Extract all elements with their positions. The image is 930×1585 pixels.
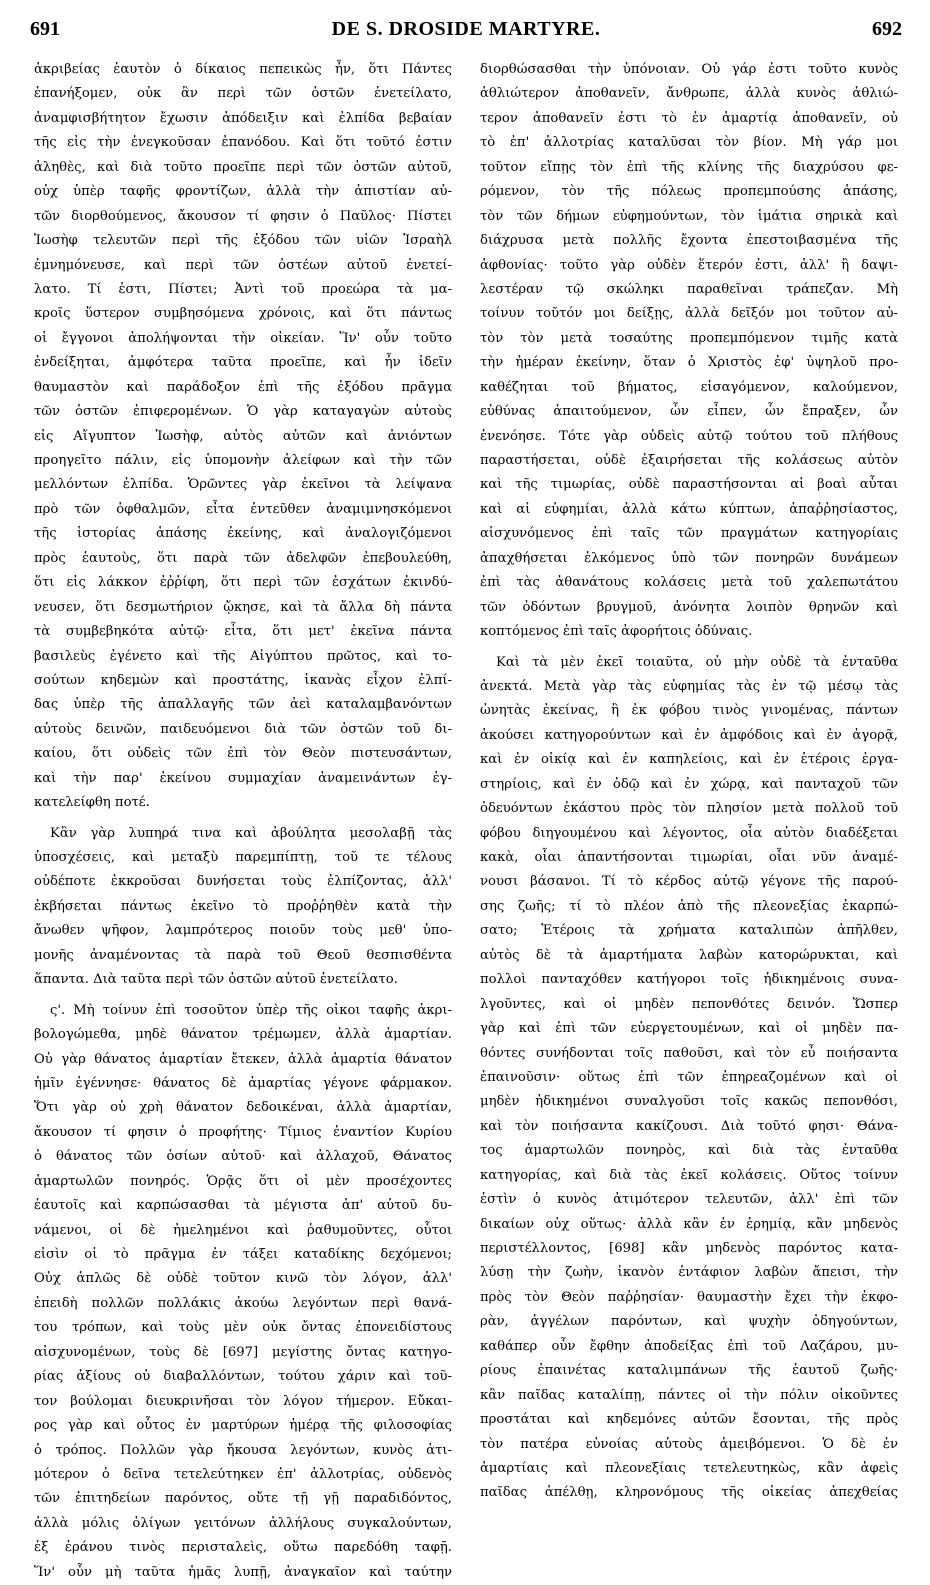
text-line: κακὰ, οἷαι ἀπαντήσονται τιμωρίαι, οἷαι νῦν ἀναμέ-: [480, 850, 898, 865]
text-line: εἰς Αἴγυπτον Ἰωσὴφ, αὐτὸς αὐτῶν καὶ ἀνιόντων: [34, 428, 452, 444]
text-line: ὁ θάνατος τῶν ὁσίων αὐτοῦ· καὶ ἀλλαχοῦ, Θάνατος: [34, 1149, 452, 1165]
text-line: τῆς εἰς τὴν ἐνεγκοῦσαν ἐπανόδου. Καὶ ὅτι τοῦτό ἐστιν: [34, 135, 452, 151]
text-line: του τρόπων, καὶ τοὺς μὲν οὐκ ὄντας ἐπονειδίστους: [34, 1320, 452, 1336]
text-line: προστάται καὶ κηδεμόνες αὐτῶν ἔσονται, τῆς πρὸς: [480, 1412, 898, 1428]
text-line: βολογώμεθα, μηδὲ θάνατον τρέμωμεν, ἀλλὰ ἁμαρτίαν.: [34, 1027, 452, 1043]
text-line: λατο. Τί ἐστι, Πίστει; Ἀντὶ τοῦ προεώρα τὰ μα-: [34, 281, 452, 297]
text-line: Ἵν' οὖν μὴ ταῦτα ἡμᾶς λυπῇ, ἀναγκαῖον καὶ ταύτην: [34, 1564, 452, 1580]
text-line: διάχρυσα μετὰ πολλῆς ἔχοντα ἐπεστοιβασμένα τῆς: [480, 233, 898, 249]
text-line: φόβου διηγουμένου καὶ λέγοντος, οἷα αὐτὸν διαδέξεται: [480, 825, 898, 841]
text-line: ἑαυτοῖς καὶ καρπώσασθαι τὰ μέγιστα ἀπ' αὐτοῦ δυ-: [34, 1198, 452, 1214]
running-title: DE S. DROSIDE MARTYRE.: [331, 18, 601, 40]
text-line: κατηγορίας, καὶ διὰ τὰς ἐκεῖ κολάσεις. Οὕτος τοίνυν: [480, 1167, 898, 1183]
text-line: εἰσὶν οἱ τὸ πρᾶγμα ἐν τάξει καταδίκης δεχόμενοι;: [34, 1247, 452, 1262]
text-line: ἐπειδὴ πολλῶν πολλάκις ἀκούω λεγόντων περὶ θανά-: [34, 1295, 452, 1311]
text-line: ρόμενον, τὸν τῆς πόλεως προπεμπούσης ἁπάσης,: [480, 184, 898, 200]
text-line: ἐστὶν ὁ κυνὸς ἀτιμότερον τελευτῶν, ἀλλ' ἐπὶ τῶν: [480, 1192, 898, 1208]
right-text-column: [480, 58, 898, 1532]
text-line: προηγεῖτο πάλιν, εἰς ὑπομονὴν ἀλείφων καὶ τὴν τῶν: [34, 453, 452, 468]
text-line: νάμενοι, οἱ δὲ ἠμελημένοι καὶ ῥαθυμοῦντες, οὗτοι: [34, 1222, 452, 1238]
text-line: ἀφθονίας· τοῦτο γὰρ οὐδὲν ἕτερόν ἐστι, ἀλλ' ἢ δαψι-: [480, 257, 898, 273]
text-line: ἐκβήσεται πάντως ἐκεῖνο τὸ προῤῥηθὲν κατὰ τὴν: [34, 898, 452, 914]
text-line: τῶν ὀδόντων βρυγμοῦ, ἀνόνητα λοιπὸν θρηνῶν καὶ: [480, 599, 898, 615]
text-line: τῶν ὀστῶν ἐπιφερομένων. Ὁ γὰρ καταγαγὼν αὐτοὺς: [34, 404, 452, 420]
text-line: Οὐχ ἁπλῶς δὲ οὐδὲ τοῦτον κινῶ τὸν λόγον, ἀλλ': [34, 1271, 452, 1287]
text-line: Ὅτι γὰρ οὐ χρὴ θάνατον δεδοικέναι, ἀλλὰ ἁμαρτίαν,: [34, 1100, 452, 1116]
text-line: πολλοὶ πανταχόθεν κατήγοροι τοῖς ἠδικημένοις συνα-: [480, 972, 898, 988]
text-line: ἀκριβείας ἑαυτὸν ὁ δίκαιος πεπεικὼς ἦν, ὅτι Πάντες: [34, 62, 452, 77]
text-line: μονῆς ἀναμένοντας τὰ παρὰ τοῦ Θεοῦ θεσπισθέντα: [34, 947, 452, 963]
text-line: καίου, ὅτι οὐδεὶς τῶν ἐπὶ τὸν Θεὸν πιστευσάντων,: [34, 746, 452, 762]
text-line: δικαίων οὐχ οὕτως· ἀλλὰ κἂν ἐν ἐρημίᾳ, κἂν μηδενὸς: [480, 1216, 898, 1232]
text-line: τερον ἀποθανεῖν ἐστι τὸ ἐν ἁμαρτίᾳ ἀποθανεῖν, οὐ: [480, 110, 898, 126]
text-line: ρὰν, ἀγγέλων παρόντων, καὶ ψυχὴν ὁδηγούντων,: [480, 1314, 898, 1330]
text-line: τοῦτον εἴπῃς τὸν ἐπὶ τῆς κλίνης τῆς διαχρύσου φε-: [480, 159, 898, 175]
text-line: ἁμαρτωλῶν πονηρός. Ὁρᾷς ὅτι οἱ μὲν προσέχοντες: [34, 1173, 452, 1189]
text-line: κἂν παῖδας καταλίπῃ, πάντες οἱ τὴν πόλιν οἰκοῦντες: [480, 1387, 898, 1403]
text-line: καθάπερ οὖν ἔφθην ἀποδείξας ἐπὶ τοῦ Λαζάρου, μυ-: [480, 1338, 898, 1354]
text-line: αἰσχυνομένων, τοὺς δὲ [697] μεγίστης ὄντας κατηγο-: [34, 1344, 452, 1360]
text-line: στηρίοις, καὶ ἐν ὁδῷ καὶ ἐν χώρᾳ, καὶ πανταχοῦ τῶν: [480, 776, 898, 792]
text-line: παραστήσεται, οὐδὲ ἐξαιρήσεται τῆς κολάσεως αὐτὸν: [480, 453, 898, 468]
text-line: ρος γὰρ καὶ οὗτος ἐν μαρτύρων ἡμέρᾳ τῆς φιλοσοφίας: [34, 1418, 452, 1434]
text-line: ἀναμφισβήτητον ἔχωσιν ἀπόδειξιν καὶ ἐλπίδα βεβαίαν: [34, 110, 452, 126]
text-line: πρὸς τὸν Θεὸν παῤῥησίαν· θαυμαστὴν ἔχει τὴν ἐκφο-: [480, 1289, 898, 1305]
text-line: τος ἁμαρτωλῶν πονηρὸς, καὶ διὰ τὰς ἐνταῦθα: [480, 1143, 898, 1159]
text-line: καὶ τὸν ποιήσαντα κακίζουσι. Διὰ τοῦτό φησι· Θάνα-: [480, 1118, 898, 1134]
text-line: μότερον ὁ δεῖνα τετελεύτηκεν ἐπ' ἀλλοτρίας, οὐδενὸς: [34, 1466, 452, 1482]
text-line: οἱ ἔγγονοι ἀπολήψονται τὴν οἰκείαν. Ἵν' οὖν τοῦτο: [34, 330, 452, 346]
text-line: Κἂν γὰρ λυπηρά τινα καὶ ἀβούλητα μεσολαβῇ τὰς: [50, 825, 452, 841]
text-line: λεστέραν τῷ σκώληκι παραθεῖναι τράπεζαν. Μὴ: [480, 281, 898, 297]
text-line: σατο; Ἑτέροις τὰ χρήματα καταλιπὼν ἀπῆλθεν,: [480, 923, 898, 939]
text-line: ἀλλὰ μόλις ὀλίγων γειτόνων ἀλλήλους συγκαλούντων,: [34, 1515, 452, 1531]
text-line: ὑποσχέσεις, καὶ μεταξὺ παρεμπίπτῃ, τοῦ τε τέλους: [34, 850, 452, 865]
text-line: τὸν τῶν δήμων εὐφημούντων, τὸν ἱμάτια σηρικὰ καὶ: [480, 208, 898, 224]
text-line: ἅπαντα. Διὰ ταῦτα περὶ τῶν ὀστῶν αὐτοῦ ἐνετείλατο.: [34, 972, 398, 988]
text-line: τῶν ἐπιτηδείων παρόντος, οὔτε τῇ γῇ παραδιδόντος,: [34, 1491, 452, 1507]
page-number-right: 692: [872, 18, 902, 40]
text-line: διορθώσασθαι τὴν ὑπόνοιαν. Οὐ γάρ ἐστι τοῦτο κυνὸς: [480, 62, 898, 77]
text-line: ὁδευόντων ἑκάστου πρὸς τὸν πλησίον μετὰ πολλοῦ τοῦ: [480, 801, 898, 817]
text-line: κοπτόμενος ἐπὶ ταῖς ἀφορήτοις ὀδύναις.: [480, 624, 753, 640]
text-line: περιστέλλοντος, [698] κἂν μηδενὸς παρόντος κατα-: [480, 1241, 898, 1256]
text-line: λγοῦντες, καὶ οἱ μηδὲν πεπονθότες δεινόν. Ὥσπερ: [480, 996, 898, 1012]
text-line: κατελείφθη ποτέ.: [34, 795, 150, 811]
text-line: λύσῃ τὴν ζωὴν, ἱκανὸν ἐντάφιον λαβὼν ἄπεισι, τὴν: [480, 1265, 898, 1281]
text-line: ς'. Μὴ τοίνυν ἐπὶ τοσοῦτον ὑπὲρ τῆς οἰκοι ταφῆς ἀκρι-: [50, 1002, 452, 1018]
text-line: ἡμῖν ἐγέννησε· θάνατος δὲ ἁμαρτίας γέγονε φάρμακον.: [34, 1075, 452, 1091]
text-line: ἀθλιώτερον ἀποθανεῖν, ἄνθρωπε, ἀλλὰ κυνὸς ἀθλιώ-: [480, 86, 898, 102]
text-line: ἐπὶ τὰς ἀθανάτους κολάσεις μετὰ τοῦ χαλεπωτάτου: [480, 575, 898, 591]
text-line: τὸν πατέρα εὐνοίας αὐτοὺς ἀμειβόμενοι. Ὁ δὲ ἐν: [480, 1436, 898, 1452]
text-line: θόντες συνήδονται τοῖς παθοῦσι, καὶ τὸν εὖ ποιήσαντα: [480, 1045, 898, 1061]
text-line: ἀνεκτά. Μετὰ γὰρ τὰς εὐφημίας τὰς ἐν τῷ μέσῳ τὰς: [480, 678, 898, 694]
text-line: ὁ τρόπος. Πολλῶν γὰρ ἤκουσα λεγόντων, κυνὸς ἀτι-: [34, 1442, 452, 1458]
text-line: ἀκούσει κατηγορούντων καὶ ἐν ἀμφόδοις καὶ ἐν ἀγορᾷ,: [480, 727, 898, 743]
text-line: πρὸς ἑαυτοὺς, ὅτι παρὰ τῶν ἀδελφῶν ἐπεβουλεύθη,: [34, 550, 452, 566]
text-line: καὶ ἐν οἰκίᾳ καὶ ἐν καπηλείοις, καὶ ἐν ἑτέροις ἐργα-: [480, 752, 898, 768]
text-line: ἐπανήξομεν, οὐκ ἂν περὶ τῶν ὀστῶν ἐνετείλατο,: [34, 86, 452, 102]
text-line: ἐμνημόνευσε, καὶ περὶ τῶν ὀστέων αὐτοῦ ἐνετεί-: [34, 257, 452, 273]
text-line: τὴν ἡμέραν ἐκείνην, ὅταν ὁ Χριστὸς ἐφ' ὑψηλοῦ προ-: [480, 355, 898, 371]
text-line: μηδὲν ἠδικημένοι συναλγοῦσι τοῖς κακῶς πεπονθόσι,: [480, 1094, 898, 1110]
text-line: ἀπαχθήσεται ἑλκόμενος ὑπὸ τῶν πονηρῶν δυνάμεων: [480, 550, 898, 566]
text-line: Οὐ γὰρ θάνατος ἁμαρτίαν ἔτεκεν, ἀλλὰ ἁμαρτία θάνατον: [34, 1051, 452, 1067]
left-text-column: [34, 58, 452, 1580]
text-line: πρὸ τῶν ὀφθαλμῶν, εἶτα ἐντεῦθεν ἀναμιμνησκόμενοι: [34, 501, 452, 517]
text-line: Ἰωσὴφ τελευτῶν περὶ τῆς ἐξόδου τῶν υἱῶν Ἰσραὴλ: [34, 233, 452, 249]
text-line: παῖδας ἀπέλθῃ, κληρονόμους τῆς οἰκείας ἀπεχθείας: [480, 1485, 898, 1501]
text-line: τον βούλομαι διευκρινῆσαι τὸν λόγον τήμερον. Εὔκαι-: [34, 1393, 452, 1409]
text-line: τὸ ἐπ' ἀλλοτρίας καταλῦσαι τὸν βίον. Μὴ γάρ μοι: [480, 135, 898, 151]
text-line: αὐτὸς δὲ τὰ ἁμαρτήματα λαβὼν κατορώρυκται, καὶ: [480, 947, 898, 963]
text-line: καθέζηται τοῦ βήματος, εἰσαγόμενον, καλούμενον,: [480, 379, 898, 395]
text-line: ὠνητὰς ἐκείνας, ἢ ἐκ φόβου τινὸς γινομένας, πάντων: [480, 703, 898, 719]
text-line: ἁμαρτίαις καὶ πλεονεξίαις τετελευτηκὼς, κἂν ἀφεὶς: [480, 1460, 898, 1476]
text-line: οὐδέποτε ἐκκροῦσαι δυνήσεται τοὺς ἐλπίζοντας, ἀλλ': [34, 874, 452, 890]
text-line: οὐχ ὑπὲρ ταφῆς φροντίζων, ἀλλὰ τὴν ἀπιστίαν αὐ-: [34, 184, 452, 200]
text-line: τῶν διορθούμενος, ἄκουσον τί φησιν ὁ Παῦλος· Πίστει: [34, 208, 452, 224]
text-line: καὶ τὴν παρ' ἐκείνου συμμαχίαν ἀναμεινάντων ἐγ-: [34, 770, 452, 786]
text-line: ἐπαινοῦσιν· οὕτως ἐπὶ τῶν ἐπηρεαζομένων καὶ οἱ: [480, 1069, 898, 1085]
text-line: τὰ συμβεβηκότα αὐτῷ· εἶτα, ὅτι μετ' ἐκεῖνα πάντα: [34, 624, 452, 640]
text-line: νευσεν, ὅτι δεσμωτήριον ᾤκησε, καὶ τὰ ἄλλα δὴ πάντα: [34, 599, 452, 615]
page-number-left: 691: [30, 18, 60, 40]
text-line: νουσι βάσανοι. Τί τὸ κέρδος αὐτῷ γέγονε τῆς παρού-: [480, 874, 898, 890]
text-line: σης ζωῆς; τί τὸ πλέον ἀπὸ τῆς πλεονεξίας ἐκαρπώ-: [480, 898, 898, 914]
text-line: τῆς ἱστορίας ἁπάσης ἐκείνης, καὶ ἀναλογιζόμενοι: [34, 526, 452, 542]
text-line: εὐθύνας ἀπαιτούμενον, ὧν εἶπεν, ὧν ἔπραξεν, ὧν: [480, 404, 898, 420]
text-line: γὰρ καὶ ἐπὶ τῶν εὐεργετουμένων, καὶ οἱ μηδὲν πα-: [480, 1021, 898, 1037]
text-line: ἀληθὲς, καὶ διὰ τοῦτο προεῖπε περὶ τῶν ὀστῶν αὐτοῦ,: [34, 159, 452, 175]
text-line: τοίνυν τοῦτόν μοι δείξῃς, ἀλλὰ δεῖξόν μοι τοῦτον αὐ-: [480, 306, 898, 322]
text-line: ἄκουσον τί φησιν ὁ προφήτης· Τίμιος ἐναντίον Κυρίου: [34, 1124, 452, 1140]
text-line: καὶ αἱ εὐφημίαι, ἀλλὰ κάτω κύπτων, ἀπαῤῥησίαστος,: [480, 501, 898, 517]
text-line: δας ὑπὲρ τῆς ἀπαλλαγῆς τῶν ἀεὶ καταλαμβανόντων: [34, 697, 452, 713]
text-line: ἐξ ἐράνου τινὸς περισταλεὶς, οὕτω παρεδόθη ταφῇ.: [34, 1540, 452, 1556]
text-line: σούτων κηδεμὼν καὶ προστάτης, ἱκανὰς εἶχον ἐλπί-: [34, 672, 452, 688]
page-header: [30, 14, 902, 48]
text-line: ρίας ἀξίους οὐ διαβαλλόντων, τούτου χάριν καὶ τοῦ-: [34, 1369, 452, 1385]
text-line: ἐνενόησε. Τότε γὰρ οὐδεὶς αὐτῷ τούτου τοῦ πλήθους: [480, 428, 898, 444]
text-line: ρίους ἐπαινέτας καταλιμπάνων τῆς ἑαυτοῦ ζωῆς·: [480, 1363, 898, 1379]
text-line: αἰσχυνόμενος ἐπὶ ταῖς τῶν πραγμάτων κατηγορίαις: [480, 526, 898, 542]
text-line: κροῖς ὕστερον συμβησόμενα χρόνοις, καὶ ὅτι πάντως: [34, 306, 452, 322]
text-line: Καὶ τὰ μὲν ἐκεῖ τοιαῦτα, οὐ μὴν οὐδὲ τὰ ἐνταῦθα: [496, 654, 898, 670]
text-line: βασιλεὺς ἐγένετο καὶ τῆς Αἰγύπτου πρῶτος, καὶ το-: [34, 648, 452, 664]
text-line: καὶ τῆς τιμωρίας, οὐδὲ παραστήσονται αἱ βοαὶ αὗται: [480, 477, 898, 493]
text-line: μελλόντων ἐλπίδα. Ὁρῶντες γὰρ ἐκεῖνοι τὰ λείψανα: [34, 477, 452, 493]
text-line: ὅτι εἰς λάκκον ἐῤῥίφη, ὅτι περὶ τῶν ἐσχάτων ἐκινδύ-: [34, 575, 452, 591]
text-line: τὸν τὸν μετὰ τοσαύτης προπεμπόμενον τιμῆς κατὰ: [480, 330, 898, 346]
text-line: ἄνωθεν ψῆφον, λαμπρότερος ποιοῦν τοὺς μεθ' ὑπο-: [34, 923, 452, 939]
text-line: αὐτοὺς δεινῶν, παιδευόμενοι διὰ τῶν ὀστῶν τοῦ δι-: [34, 721, 452, 737]
text-line: θαυμαστὸν καὶ παράδοξον ἐπὶ τῆς ἐξόδου πρᾶγμα: [34, 379, 452, 395]
text-line: ἐνδείξηται, ἀμφότερα ταῦτα προεῖπε, καὶ ἦν ἰδεῖν: [34, 355, 452, 371]
